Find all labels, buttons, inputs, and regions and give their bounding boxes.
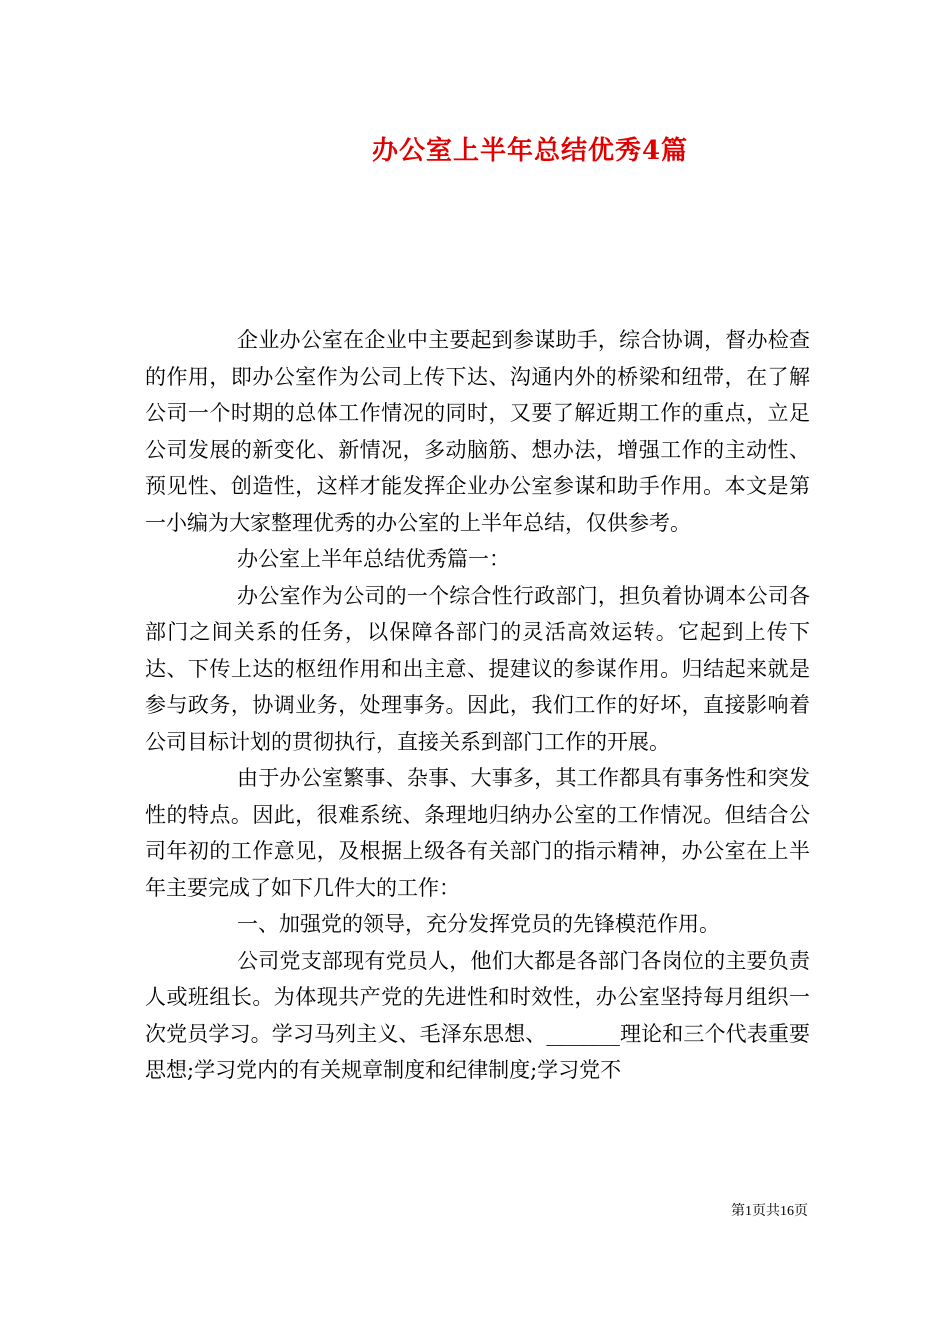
paragraph-office-role: 办公室作为公司的一个综合性行政部门，担负着协调本公司各部门之间关系的任务，以保障各部门的灵活高效运转。它起到上传下达、下传上达的枢纽作用和出主意、提建议的参谋作用。归结起来就是参与政务，协调业务，处理事务。因此，我们工作的好坏，直接影响着公司目标计划的贯彻执行，直接关系到部门工作的开展。 — [145, 583, 810, 754]
paragraph-item-one-heading: 一、加强党的领导，充分发挥党员的先锋模范作用。 — [237, 912, 720, 936]
paragraph-party-study: 公司党支部现有党员人，他们大都是各部门各岗位的主要负责人或班组长。为体现共产党的先进性和时效性，办公室坚持每月组织一次党员学习。学习马列主义、毛泽东思想、_______理论和三个代表重要思想;学习党内的有关规章制度和纪律制度;学习党不 — [145, 948, 810, 1082]
paragraph-section-heading: 办公室上半年总结优秀篇一： — [237, 547, 510, 571]
document-title: 办公室上半年总结优秀4篇 — [371, 136, 689, 166]
paragraph-work-summary: 由于办公室繁事、杂事、大事多，其工作都具有事务性和突发性的特点。因此，很难系统、条理地归纳办公室的工作情况。但结合公司年初的工作意见，及根据上级各有关部门的指示精神，办公室在上半年主要完成了如下几件大的工作： — [145, 766, 810, 900]
page-number-footer: 第1页共16页 — [731, 1204, 808, 1219]
paragraph-intro: 企业办公室在企业中主要起到参谋助手，综合协调，督办检查的作用，即办公室作为公司上传下达、沟通内外的桥梁和纽带，在了解公司一个时期的总体工作情况的同时，又要了解近期工作的重点，立足公司发展的新变化、新情况，多动脑筋、想办法，增强工作的主动性、预见性、创造性，这样才能发挥企业办公室参谋和助手作用。本文是第一小编为大家整理优秀的办公室的上半年总结，仅供参考。 — [145, 328, 810, 535]
document-body — [145, 322, 810, 1089]
